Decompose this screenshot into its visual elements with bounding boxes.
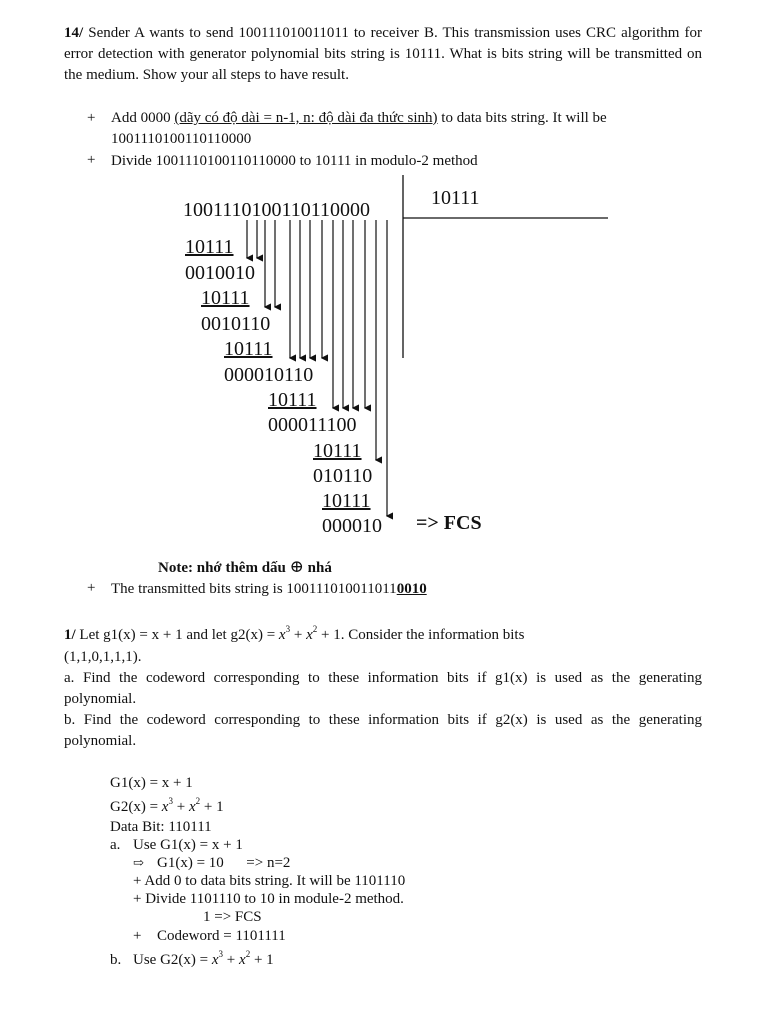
- question-text: + 1. Consider the information bits: [317, 627, 525, 643]
- g1-definition: G1(x) = x + 1: [110, 775, 193, 791]
- step-text: 1001110100110110000: [111, 131, 252, 147]
- question-number: 1/: [64, 627, 76, 643]
- result-text: The transmitted bits string is 100111010011011: [111, 581, 397, 597]
- note-text: nhá: [303, 560, 332, 576]
- exponent: 2: [245, 949, 251, 959]
- step-add-zero: + Add 0 to data bits string. It will be 1101110: [133, 873, 406, 889]
- formula-text: + 1: [250, 952, 274, 968]
- fcs-label: => FCS: [416, 512, 482, 534]
- g2-definition: [110, 798, 224, 817]
- variable-x: x: [188, 799, 196, 815]
- variable-x: x: [306, 627, 313, 643]
- xor-symbol-icon: ⊕: [289, 557, 304, 576]
- question-text: Let g1(x) = x + 1 and let g2(x) =: [75, 627, 279, 643]
- bullet-mark: +: [87, 580, 96, 596]
- result-fcs: 0010: [396, 581, 427, 597]
- division-row: 000010: [322, 515, 382, 537]
- question-1: [64, 625, 702, 752]
- plus-mark: +: [133, 928, 142, 944]
- transmitted-result: [111, 580, 427, 598]
- note: [158, 558, 332, 577]
- note-text: Note: nhớ thêm dấu: [158, 560, 290, 576]
- question-number: 14/: [64, 25, 84, 41]
- bullet-mark: +: [87, 110, 96, 126]
- codeword-a: Codeword = 1101111: [157, 928, 286, 944]
- variable-x: x: [161, 799, 169, 815]
- division-row: 10111: [185, 236, 234, 258]
- divisor: 10111: [431, 187, 480, 209]
- division-row: 010110: [313, 465, 373, 487]
- division-row: 0010110: [201, 313, 271, 335]
- operator: +: [172, 799, 189, 815]
- exponent: 2: [195, 796, 201, 806]
- g1-value: G1(x) = 10 => n=2: [157, 855, 291, 871]
- arrow-right-icon: ⇨: [133, 855, 144, 870]
- bullet-mark: +: [87, 152, 96, 168]
- part-b-label: b.: [110, 952, 122, 968]
- question-text: (1,1,0,1,1,1).: [64, 649, 142, 665]
- exponent: 2: [312, 624, 318, 634]
- division-row: 10111: [268, 389, 317, 411]
- division-row: 10111: [313, 440, 362, 462]
- step-text: Add 0000: [111, 110, 175, 126]
- division-row: 0010010: [185, 262, 255, 284]
- formula-text: + 1: [200, 799, 224, 815]
- fcs-result: 1 => FCS: [203, 909, 262, 925]
- dividend: 1001110100110110000: [183, 199, 371, 221]
- part-a-label: a.: [110, 837, 121, 853]
- part-b-heading: [133, 951, 274, 970]
- operator: +: [223, 952, 240, 968]
- exponent: 3: [168, 796, 173, 806]
- question-part-a: a. Find the codeword corresponding to these information bits if g1(x) is used as the generating polynomial.: [64, 670, 702, 707]
- step-divide-a: + Divide 1101110 to 10 in module-2 method.: [133, 891, 404, 907]
- step-divide: Divide 1001110100110110000 to 10111 in modulo-2 method: [111, 153, 478, 169]
- step-text: to data bits string. It will be: [437, 110, 607, 126]
- question-text: Sender A wants to send 100111010011011 to receiver B. This transmission uses CRC algorithm for error detection with generator polynomial bits string is 10111. What is bits string will be transmitted on the medium. Show your all steps to have result.: [64, 25, 702, 83]
- division-row: 10111: [201, 287, 250, 309]
- exponent: 3: [218, 949, 224, 959]
- part-a-heading: Use G1(x) = x + 1: [133, 837, 243, 853]
- division-row: 10111: [224, 338, 273, 360]
- division-row: 000010110: [224, 364, 314, 386]
- formula-text: Use G2(x) =: [133, 952, 212, 968]
- variable-x: x: [211, 952, 219, 968]
- step-underlined-note: (dãy có độ dài = n-1, n: độ dài đa thức sinh): [174, 110, 438, 126]
- variable-x: x: [239, 952, 246, 968]
- data-bit: Data Bit: 110111: [110, 819, 212, 835]
- question-part-b: b. Find the codeword corresponding to these information bits if g2(x) is used as the generating polynomial.: [64, 712, 702, 749]
- exponent: 3: [285, 624, 291, 634]
- division-row: 10111: [322, 490, 371, 512]
- division-row: 000011100: [268, 414, 357, 436]
- variable-x: x: [278, 627, 286, 643]
- operator: +: [290, 627, 307, 643]
- formula-text: G2(x) =: [110, 799, 162, 815]
